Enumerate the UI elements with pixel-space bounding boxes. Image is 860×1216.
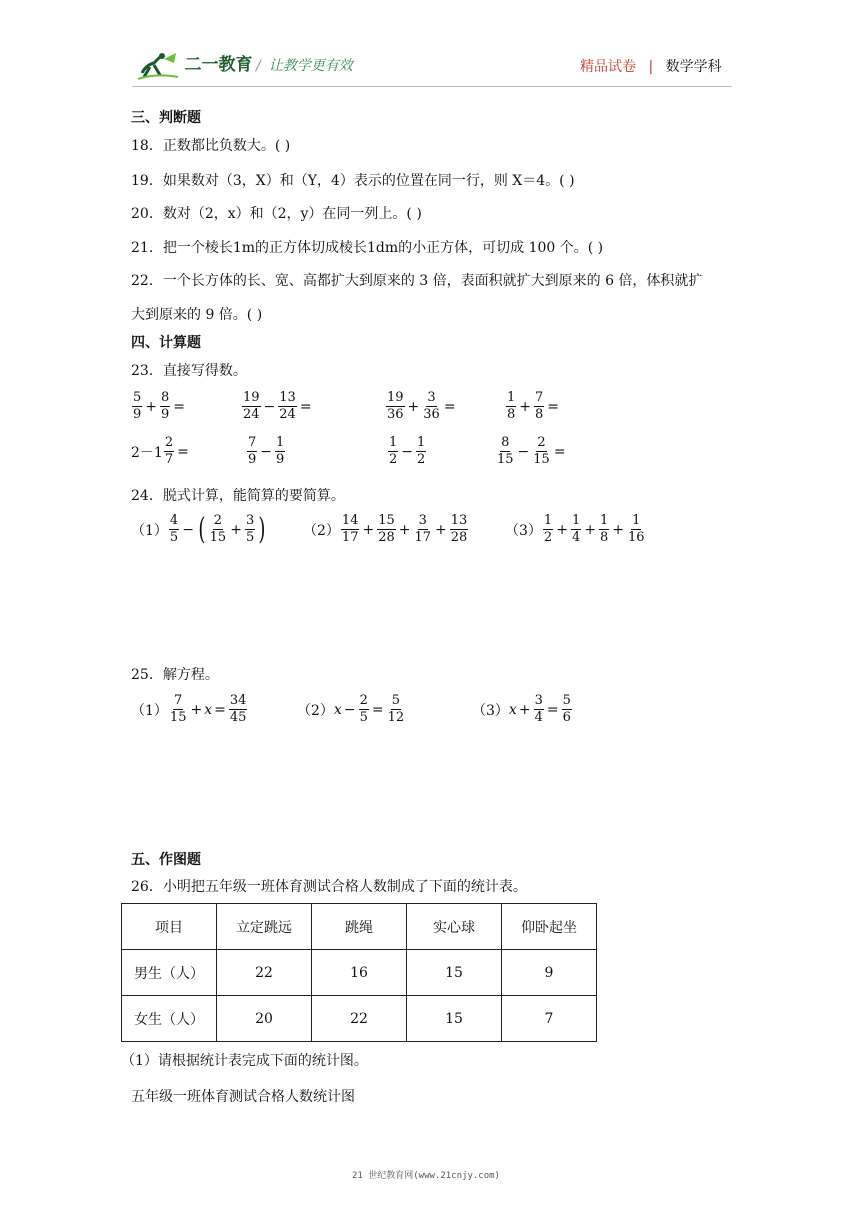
header-tag-quality: 精品试卷 [580, 59, 636, 75]
question-20: 20．数对（2，x）和（2，y）在同一列上。( ) [131, 206, 422, 222]
question-23: 23．直接写得数。 [131, 363, 247, 379]
step-calc-3: （3） $\frac{1}{2}$ + $\frac{1}{4}$ + $\frac{1}{8}$ + $\frac{1}{16}$ [505, 513, 645, 545]
question-25: 25．解方程。 [131, 667, 219, 683]
table-cell: 15 [407, 996, 502, 1042]
section-3-title: 三、判断题 [131, 110, 201, 126]
question-19: 19．如果数对（3，X）和（Y，4）表示的位置在同一行，则 X＝4。( ) [131, 173, 575, 189]
table-header-cell: 立定跳远 [217, 904, 312, 950]
calc-6: $\frac{7}{9}$ − $\frac{1}{9}$ [248, 435, 285, 467]
question-21: 21．把一个棱长1m的正方体切成棱长1dm的小正方体，可切成 100 个。( ) [131, 240, 604, 256]
calc-4: $\frac{1}{8}$ + $\frac{7}{8}$ = [507, 390, 560, 422]
table-cell: 男生（人） [122, 950, 217, 996]
header-slogan: / 让教学更有效 [256, 58, 353, 74]
logo-text: 二一教育 [184, 55, 253, 75]
header-rule [132, 86, 732, 87]
question-22-line1: 22．一个长方体的长、宽、高都扩大到原来的 3 倍，表面积就扩大到原来的 6 倍，体积就扩 [131, 273, 703, 289]
stats-table [121, 903, 597, 1042]
table-header-cell: 实心球 [407, 904, 502, 950]
table-row [122, 950, 597, 996]
table-cell: 16 [312, 950, 407, 996]
table-header-cell: 仰卧起坐 [502, 904, 597, 950]
header-divider: | [648, 59, 654, 75]
calc-1: $\frac{5}{9}$ + $\frac{8}{9}$ = [133, 390, 186, 422]
question-18: 18．正数都比负数大。( ) [131, 138, 291, 154]
calc-7: $\frac{1}{2}$ − $\frac{1}{2}$ [389, 435, 426, 467]
table-cell: 女生（人） [122, 996, 217, 1042]
table-cell: 22 [217, 950, 312, 996]
question-22-line2: 大到原来的 9 倍。( ) [131, 307, 263, 323]
question-24: 24．脱式计算，能简算的要简算。 [131, 488, 345, 504]
calc-5: 2－1 $\frac{2}{7}$ = [131, 435, 189, 467]
page-footer: 21 世纪教育网(www.21cnjy.com) [352, 1171, 500, 1181]
runner-logo-icon [136, 51, 180, 81]
section-5-title: 五、作图题 [131, 852, 201, 868]
calc-3: $\frac{19}{36}$ + $\frac{3}{36}$ = [387, 390, 456, 422]
equation-3: （3） x + $\frac{3}{4}$ = $\frac{5}{6}$ [472, 693, 571, 725]
slogan-divider: / [256, 58, 261, 74]
table-cell: 9 [502, 950, 597, 996]
logo [136, 50, 252, 81]
chart-title: 五年级一班体育测试合格人数统计图 [131, 1089, 355, 1105]
header-tag-subject: 数学学科 [665, 59, 722, 75]
table-cell: 20 [217, 996, 312, 1042]
table-cell: 7 [502, 996, 597, 1042]
calc-8: $\frac{8}{15}$ − $\frac{2}{15}$ = [497, 435, 566, 467]
table-header-row [122, 904, 597, 950]
calc-2: $\frac{19}{24}$ − $\frac{13}{24}$ = [243, 390, 312, 422]
step-calc-1: （1） $\frac{4}{5}$ − ( $\frac{2}{15}$ + $\frac{3}{5}$ ) [131, 511, 266, 547]
table-cell: 15 [407, 950, 502, 996]
equation-2: （2） x − $\frac{2}{5}$ = $\frac{5}{12}$ [297, 693, 405, 725]
equation-1: （1） $\frac{7}{15}$ + x = $\frac{34}{45}$ [131, 693, 247, 725]
table-header-cell: 项目 [122, 904, 217, 950]
table-header-cell: 跳绳 [312, 904, 407, 950]
question-26: 26．小明把五年级一班体育测试合格人数制成了下面的统计表。 [131, 879, 527, 895]
section-4-title: 四、计算题 [131, 335, 201, 351]
step-calc-2: （2） $\frac{14}{17}$ + $\frac{15}{28}$ + $\frac{3}{17}$ + $\frac{13}{28}$ [303, 513, 468, 545]
sub-question-1: （1）请根据统计表完成下面的统计图。 [121, 1053, 368, 1069]
table-cell: 22 [312, 996, 407, 1042]
table-row [122, 996, 597, 1042]
header-right [580, 56, 722, 76]
